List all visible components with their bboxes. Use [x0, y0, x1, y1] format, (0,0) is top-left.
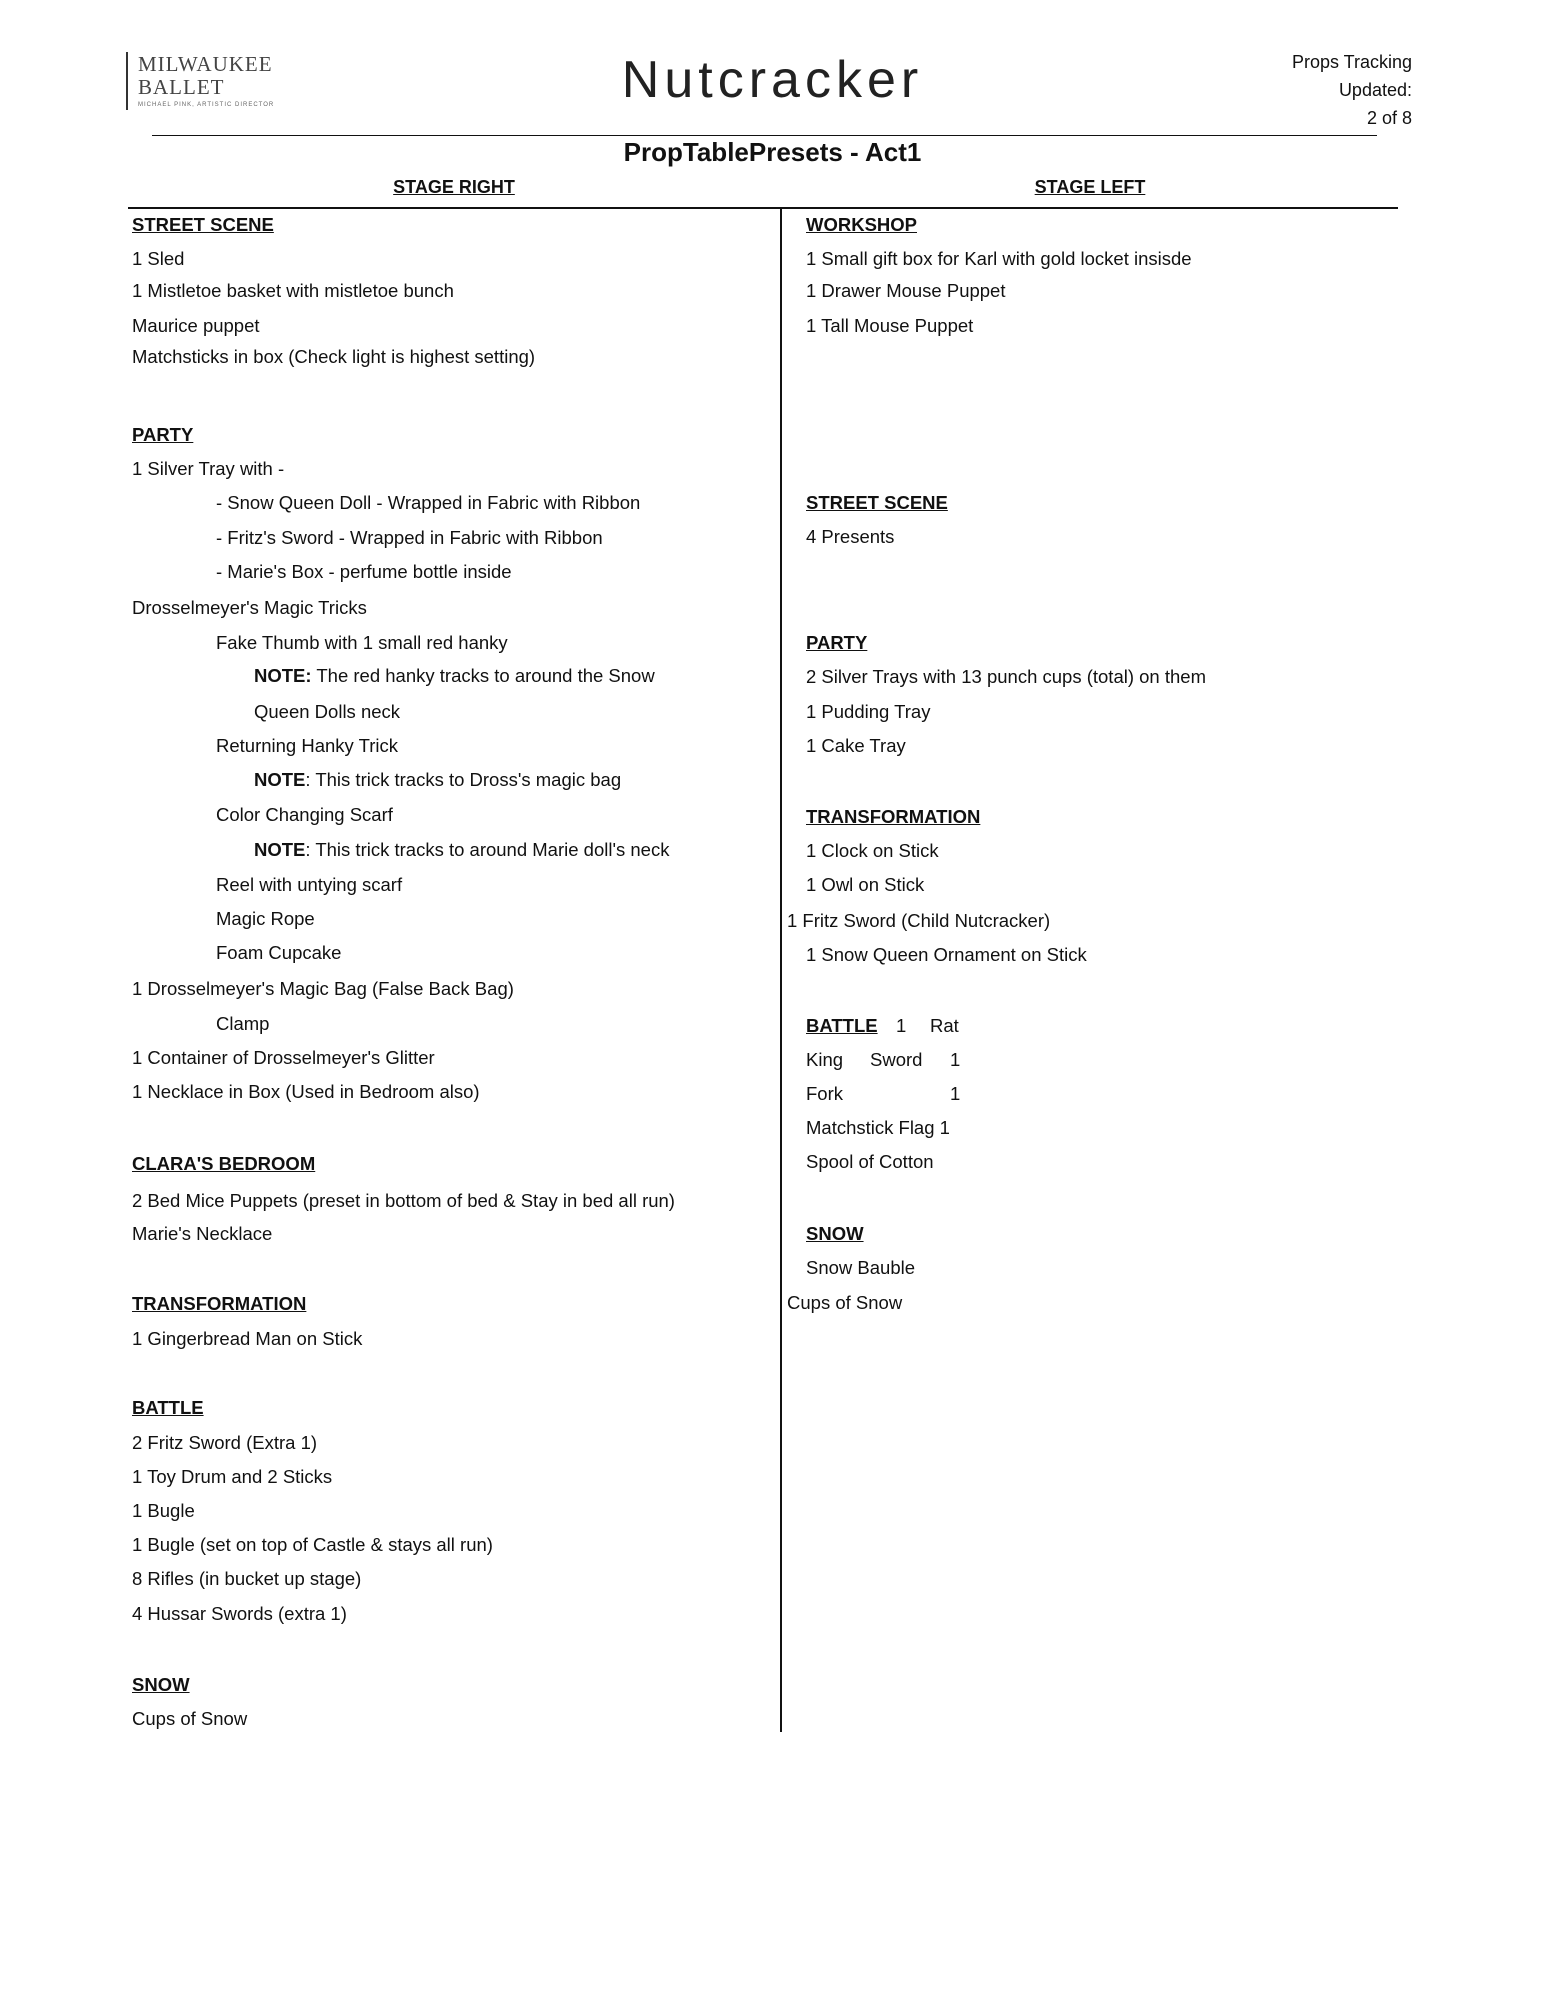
- section-heading: STREET SCENE: [132, 214, 274, 235]
- list-item: Cups of Snow: [787, 1292, 903, 1313]
- list-item: - Fritz's Sword - Wrapped in Fabric with Ribbon: [216, 527, 603, 548]
- stage-right-heading: STAGE RIGHT: [393, 177, 515, 197]
- stage-left-heading: STAGE LEFT: [1034, 177, 1146, 197]
- list-item: 1: [950, 1049, 961, 1070]
- list-item: 2 Bed Mice Puppets (preset in bottom of bed & Stay in bed all run): [132, 1190, 675, 1211]
- list-item: 1 Snow Queen Ornament on Stick: [806, 944, 1087, 965]
- note-label: NOTE: [254, 839, 306, 860]
- list-item: Matchstick Flag 1: [806, 1117, 950, 1138]
- list-item: - Snow Queen Doll - Wrapped in Fabric with Ribbon: [216, 492, 641, 513]
- page-subtitle: PropTablePresets - Act1: [623, 137, 922, 167]
- props-tracking-label: Props Tracking: [1291, 52, 1412, 72]
- list-item: Foam Cupcake: [216, 942, 342, 963]
- note-line: [254, 769, 621, 791]
- list-item: Matchsticks in box (Check light is highest setting): [132, 346, 536, 367]
- list-item: - Marie's Box - perfume bottle inside: [216, 561, 512, 582]
- list-item: Snow Bauble: [806, 1257, 916, 1278]
- page-number: 2 of 8: [1366, 108, 1412, 128]
- list-item: 1 Owl on Stick: [806, 874, 925, 895]
- list-item: 1 Gingerbread Man on Stick: [132, 1328, 363, 1349]
- list-item: Rat: [930, 1015, 959, 1036]
- list-item: 1 Mistletoe basket with mistletoe bunch: [132, 280, 454, 301]
- list-item: 1 Cake Tray: [806, 735, 906, 756]
- section-heading: SNOW: [132, 1674, 190, 1695]
- list-item: Color Changing Scarf: [216, 804, 393, 825]
- logo-subtitle: MICHAEL PINK, ARTISTIC DIRECTOR: [138, 102, 275, 108]
- list-item: Returning Hanky Trick: [216, 735, 398, 756]
- list-item: 1 Drosselmeyer's Magic Bag (False Back Bag): [132, 978, 514, 999]
- list-item: 1 Container of Drosselmeyer's Glitter: [132, 1047, 435, 1068]
- list-item: 1 Bugle (set on top of Castle & stays all run): [132, 1534, 493, 1555]
- list-item: 1 Sled: [132, 248, 185, 269]
- list-item: King: [806, 1049, 844, 1070]
- list-item: 1 Fritz Sword (Child Nutcracker): [787, 910, 1051, 931]
- list-item: Maurice puppet: [132, 315, 260, 336]
- column-divider: [780, 208, 782, 1732]
- column-header-rule: [128, 207, 1398, 209]
- list-item: 4 Presents: [806, 526, 895, 547]
- note-label: NOTE: [254, 769, 306, 790]
- note-line: [254, 665, 655, 687]
- list-item: Marie's Necklace: [132, 1223, 273, 1244]
- section-heading: WORKSHOP: [806, 214, 917, 235]
- list-item: 4 Hussar Swords (extra 1): [132, 1603, 347, 1624]
- section-heading: BATTLE: [132, 1397, 204, 1418]
- logo-line-2: BALLET: [138, 75, 225, 99]
- header-rule: [152, 135, 1377, 136]
- section-heading: BATTLE: [806, 1015, 878, 1036]
- section-heading: SNOW: [806, 1223, 864, 1244]
- list-item: Fake Thumb with 1 small red hanky: [216, 632, 508, 653]
- list-item: 1 Tall Mouse Puppet: [806, 315, 974, 336]
- list-item: Magic Rope: [216, 908, 315, 929]
- list-item: 1: [896, 1015, 907, 1036]
- updated-label: Updated:: [1338, 80, 1412, 100]
- list-item: 1: [950, 1083, 961, 1104]
- list-item: Clamp: [216, 1013, 270, 1034]
- note-text: : This trick tracks to Dross's magic bag: [305, 769, 622, 790]
- section-heading: STREET SCENE: [806, 492, 948, 513]
- list-item: 1 Silver Tray with -: [132, 458, 285, 479]
- note-text: The red hanky tracks to around the Snow: [316, 665, 655, 686]
- list-item: 1 Pudding Tray: [806, 701, 931, 722]
- note-text: : This trick tracks to around Marie doll's neck: [305, 839, 670, 860]
- list-item: 2 Silver Trays with 13 punch cups (total) on them: [806, 666, 1206, 687]
- list-item: Fork: [806, 1083, 843, 1104]
- note-label: NOTE:: [254, 665, 312, 686]
- list-item: Reel with untying scarf: [216, 874, 403, 895]
- list-item: 1 Clock on Stick: [806, 840, 939, 861]
- logo-line-1: MILWAUKEE: [138, 52, 273, 76]
- list-item: Sword: [870, 1049, 923, 1070]
- section-heading: CLARA'S BEDROOM: [132, 1153, 316, 1174]
- list-item: Spool of Cotton: [806, 1151, 934, 1172]
- section-heading: PARTY: [806, 632, 868, 653]
- list-item: 1 Toy Drum and 2 Sticks: [132, 1466, 333, 1487]
- list-item: 8 Rifles (in bucket up stage): [132, 1568, 362, 1589]
- list-item: 1 Drawer Mouse Puppet: [806, 280, 1006, 301]
- list-item: 2 Fritz Sword (Extra 1): [132, 1432, 318, 1453]
- list-item: 1 Necklace in Box (Used in Bedroom also): [132, 1081, 480, 1102]
- list-item: 1 Bugle: [132, 1500, 195, 1521]
- list-item: Cups of Snow: [132, 1708, 248, 1729]
- note-line: [254, 839, 669, 861]
- list-item: Drosselmeyer's Magic Tricks: [132, 597, 367, 618]
- section-heading: TRANSFORMATION: [806, 806, 981, 827]
- section-heading: PARTY: [132, 424, 194, 445]
- section-heading: TRANSFORMATION: [132, 1293, 307, 1314]
- note-line: Queen Dolls neck: [254, 701, 401, 722]
- list-item: 1 Small gift box for Karl with gold locket insisde: [806, 248, 1192, 269]
- document-title: Nutcracker: [621, 51, 924, 109]
